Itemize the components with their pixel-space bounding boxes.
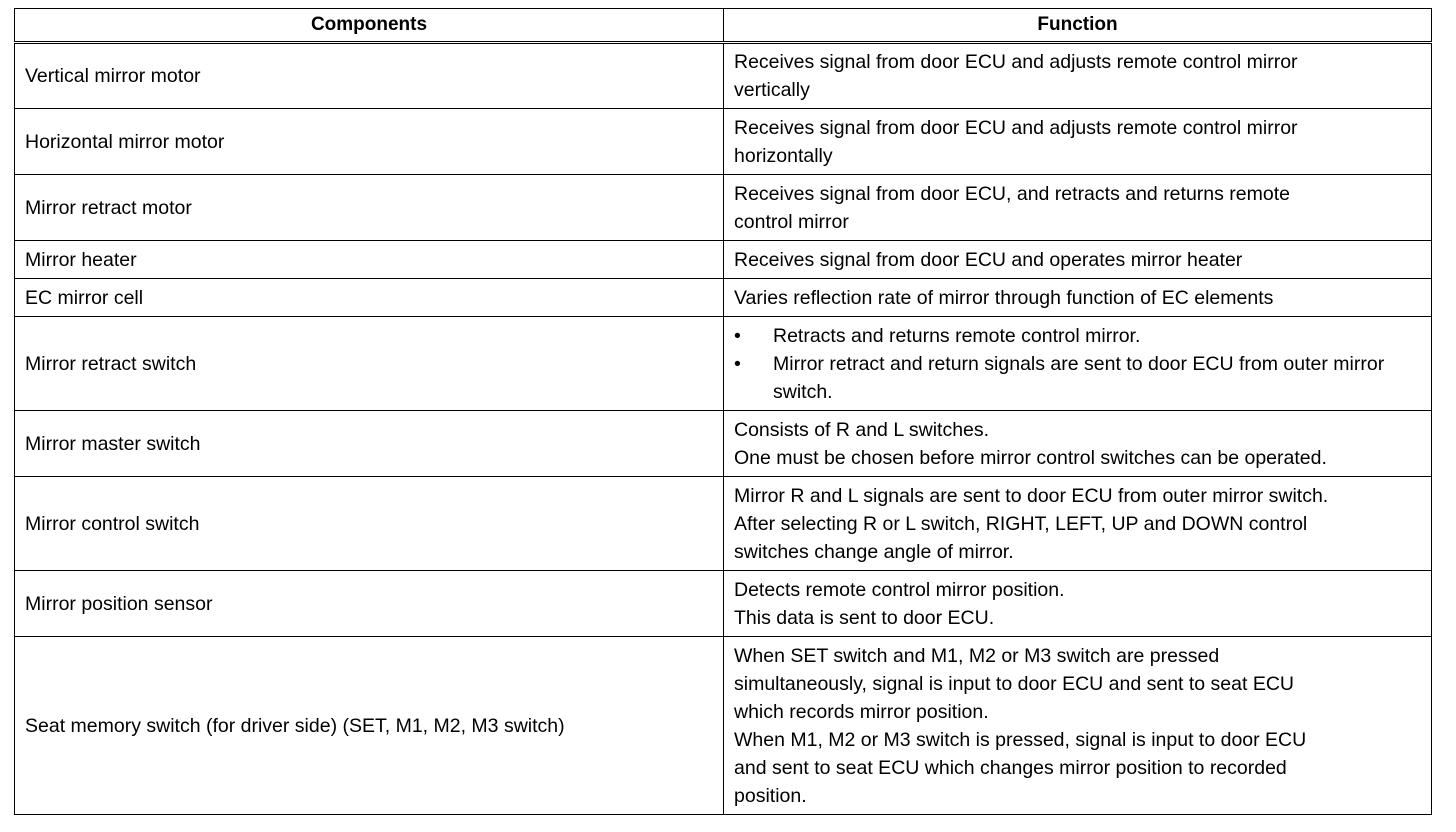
- component-cell: Mirror retract motor: [15, 175, 724, 241]
- function-line: Consists of R and L switches.: [734, 418, 990, 441]
- table-row: [15, 175, 1432, 241]
- table-row: [15, 241, 1432, 279]
- table-row: [15, 571, 1432, 637]
- function-line: Receives signal from door ECU and adjusts remote control mirror: [734, 116, 1298, 139]
- function-line: control mirror: [734, 210, 849, 233]
- header-row: [15, 9, 1432, 43]
- table-row: [15, 279, 1432, 317]
- function-line: When SET switch and M1, M2 or M3 switch are pressed: [734, 644, 1220, 667]
- table-row: [15, 411, 1432, 477]
- component-cell: EC mirror cell: [15, 279, 724, 317]
- table-row: [15, 43, 1432, 109]
- function-cell: [724, 571, 1432, 637]
- function-line: switches change angle of mirror.: [734, 540, 1014, 563]
- function-line: Receives signal from door ECU and adjusts remote control mirror: [734, 51, 1298, 73]
- table-row: [15, 109, 1432, 175]
- component-cell: Horizontal mirror motor: [15, 109, 724, 175]
- component-cell: Mirror retract switch: [15, 317, 724, 411]
- component-cell: Mirror control switch: [15, 477, 724, 571]
- table-row: [15, 317, 1432, 411]
- components-function-table: [14, 8, 1432, 815]
- component-cell: Mirror master switch: [15, 411, 724, 477]
- function-line: After selecting R or L switch, RIGHT, LEFT, UP and DOWN control: [734, 512, 1308, 535]
- function-bullet-item: [734, 322, 1421, 350]
- function-line: Varies reflection rate of mirror through function of EC elements: [734, 286, 1274, 309]
- function-line: One must be chosen before mirror control switches can be operated.: [734, 446, 1327, 469]
- function-line: When M1, M2 or M3 switch is pressed, signal is input to door ECU: [734, 728, 1307, 751]
- function-line: Receives signal from door ECU, and retracts and returns remote: [734, 182, 1290, 205]
- component-cell: Seat memory switch (for driver side) (SET, M1, M2, M3 switch): [15, 637, 724, 815]
- function-bullet-text: Retracts and returns remote control mirror.: [773, 324, 1141, 347]
- component-cell: Vertical mirror motor: [15, 43, 724, 109]
- function-line: vertically: [734, 79, 810, 101]
- function-line: Receives signal from door ECU and operates mirror heater: [734, 248, 1243, 271]
- function-line: which records mirror position.: [734, 700, 989, 723]
- function-line: simultaneously, signal is input to door ECU and sent to seat ECU: [734, 672, 1295, 695]
- function-cell: [724, 317, 1432, 411]
- table-row: [15, 477, 1432, 571]
- function-line: Detects remote control mirror position.: [734, 578, 1065, 601]
- function-cell: [724, 175, 1432, 241]
- bullet-marker: •: [734, 324, 741, 347]
- function-line: Mirror R and L signals are sent to door ECU from outer mirror switch.: [734, 484, 1329, 507]
- function-cell: [724, 279, 1432, 317]
- function-cell: [724, 637, 1432, 815]
- function-cell: [724, 477, 1432, 571]
- function-line: position.: [734, 784, 807, 807]
- components-header: Components: [15, 9, 724, 43]
- function-line: and sent to seat ECU which changes mirror position to recorded: [734, 756, 1287, 779]
- function-bullet-text: Mirror retract and return signals are sent to door ECU from outer mirror switch.: [773, 352, 1385, 403]
- table-row: [15, 637, 1432, 815]
- function-header: Function: [724, 9, 1432, 43]
- function-cell: [724, 43, 1432, 109]
- bullet-marker: •: [734, 352, 741, 375]
- function-bullet-item: [734, 350, 1421, 406]
- function-cell: [724, 411, 1432, 477]
- function-bullet-list: [734, 322, 1421, 406]
- function-line: horizontally: [734, 144, 833, 167]
- function-cell: [724, 241, 1432, 279]
- function-line: This data is sent to door ECU.: [734, 606, 995, 629]
- function-cell: [724, 109, 1432, 175]
- component-cell: Mirror position sensor: [15, 571, 724, 637]
- component-cell: Mirror heater: [15, 241, 724, 279]
